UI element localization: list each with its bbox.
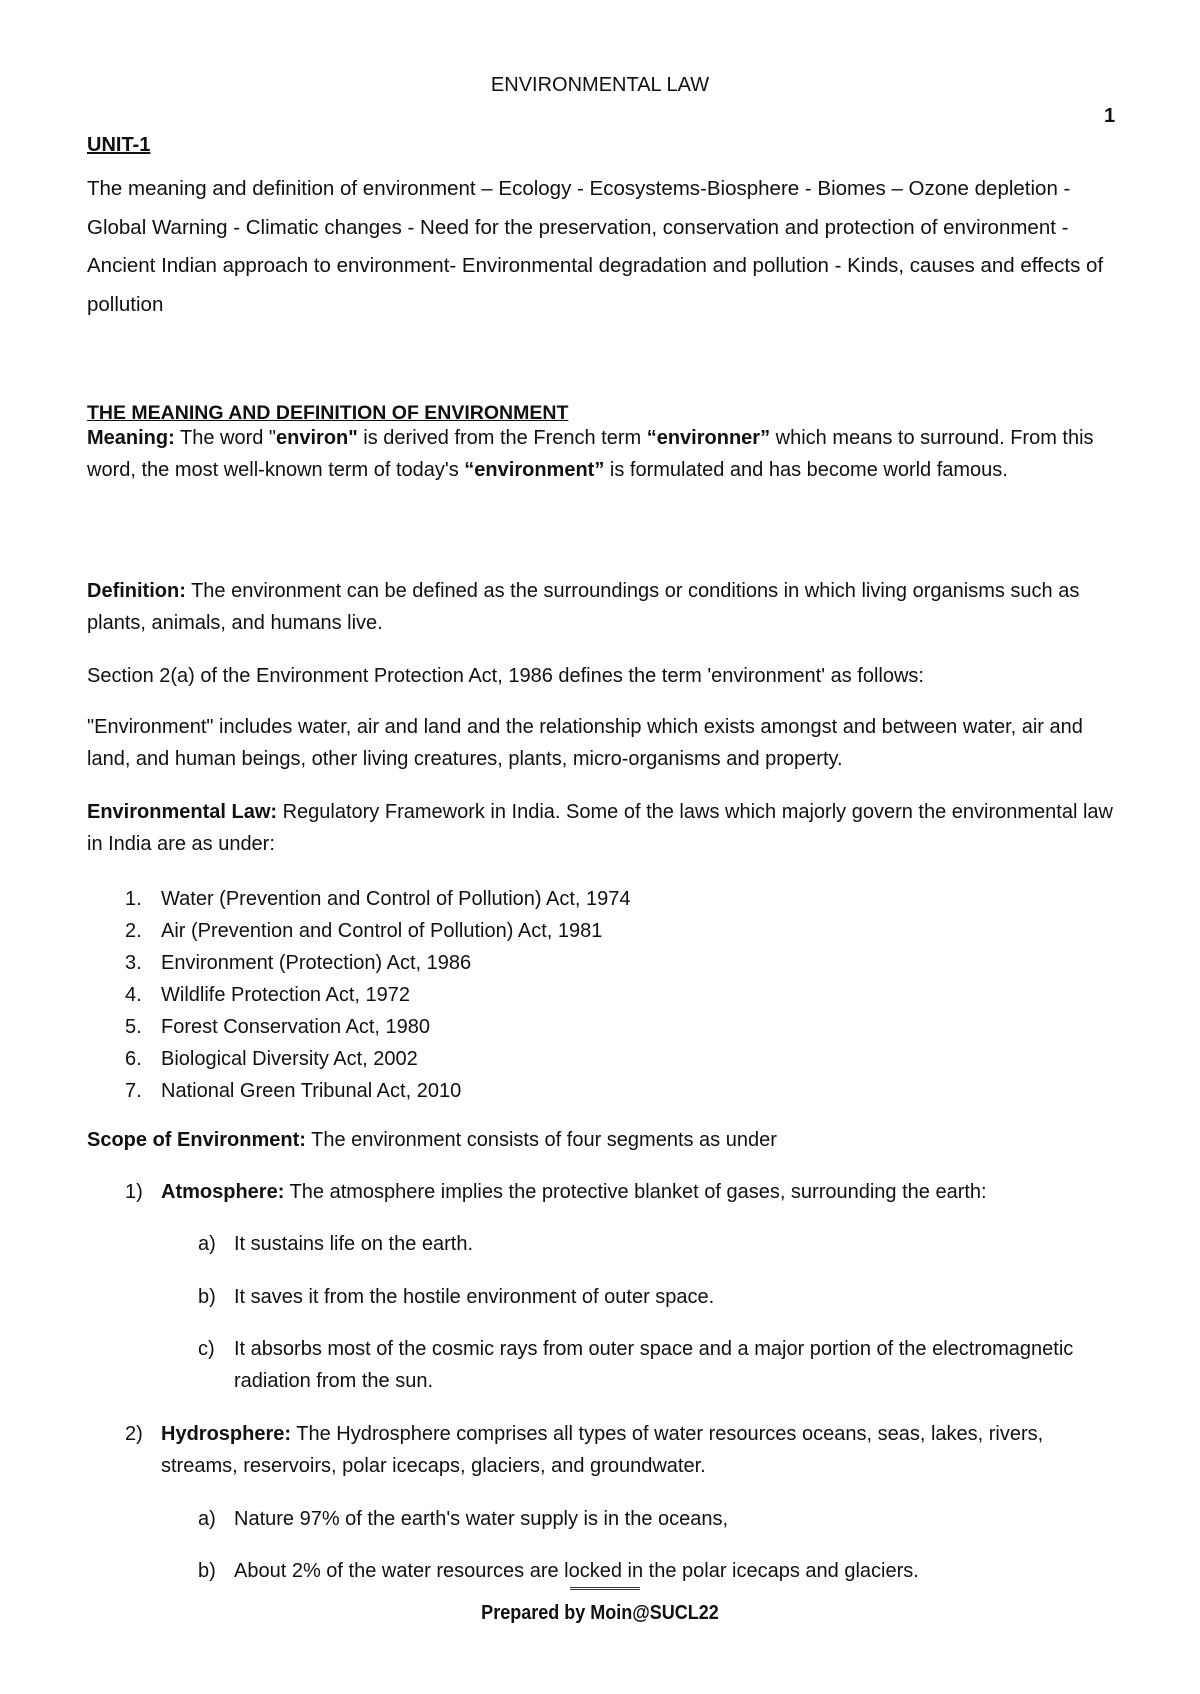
list-marker: a) [198, 1508, 216, 1530]
list-item [198, 1503, 1078, 1535]
list-item [198, 1555, 1078, 1587]
scope-paragraph [87, 1124, 1117, 1156]
list-item [198, 1281, 1078, 1313]
list-item [0, 1043, 1200, 1075]
list-marker: c) [198, 1338, 215, 1360]
list-item [198, 1333, 1078, 1397]
scope-label: Scope of Environment: [87, 1129, 306, 1151]
list-number: 6. [125, 1048, 142, 1070]
list-text: Environment (Protection) Act, 1986 [161, 952, 472, 974]
meaning-label: Meaning: [87, 427, 175, 449]
definition-quote: "Environment" includes water, air and land and the relationship which exists amongst and between water, air and land, and human beings, other living creatures, plants, micro-organisms and property. [87, 716, 1083, 770]
environmental-law-label: Environmental Law: [87, 801, 278, 823]
meaning-text-4: is formulated and has become world famous. [604, 459, 1008, 481]
list-text: Biological Diversity Act, 2002 [161, 1048, 418, 1070]
list-text: It saves it from the hostile environment of outer space. [234, 1286, 715, 1308]
list-number: 4. [125, 984, 142, 1006]
footer-credit: Prepared by Moin@SUCL22 [481, 1602, 719, 1624]
unit-heading: UNIT-1 [87, 134, 151, 156]
section-2a-paragraph: Section 2(a) of the Environment Protection Act, 1986 defines the term 'environment' as follows: [87, 665, 924, 687]
list-item [0, 979, 1200, 1011]
meaning-text-1: The word " [174, 427, 277, 449]
environmental-law-text: Regulatory Framework in India. Some of the laws which majorly govern the environmental law in India are as under: [87, 801, 1113, 855]
meaning-paragraph [87, 422, 1117, 486]
meaning-term-environment: “environment” [464, 459, 605, 481]
unit-syllabus: The meaning and definition of environment – Ecology - Ecosystems-Biosphere - Biomes – Ozone depletion - Global Warning - Climatic changes - Need for the preservation, conservation and protection of environment - Ancient Indian approach to environment- Environmental degradation and pollution - Kinds, causes and effects of pollution [87, 177, 1104, 316]
list-item [0, 947, 1200, 979]
meaning-term-environner: “environner” [646, 427, 771, 449]
list-item [0, 883, 1200, 915]
list-item [198, 1228, 1078, 1260]
list-text: Air (Prevention and Control of Pollution) Act, 1981 [161, 920, 603, 942]
meaning-text-2: is derived from the French term [357, 427, 647, 449]
list-marker: 2) [125, 1423, 143, 1445]
atmosphere-item [125, 1176, 1105, 1208]
hydrosphere-text: The Hydrosphere comprises all types of water resources oceans, seas, lakes, rivers, streams, reservoirs, polar icecaps, glaciers, and groundwater. [161, 1423, 1044, 1477]
list-number: 2. [125, 920, 142, 942]
list-item [0, 915, 1200, 947]
list-item [0, 1011, 1200, 1043]
section-heading: THE MEANING AND DEFINITION OF ENVIRONMENT [87, 402, 569, 424]
list-text: Wildlife Protection Act, 1972 [161, 984, 411, 1006]
definition-label: Definition: [87, 580, 186, 602]
acts-list [0, 883, 1200, 1107]
environmental-law-paragraph [87, 796, 1117, 860]
list-marker: a) [198, 1233, 216, 1255]
list-marker: 1) [125, 1181, 143, 1203]
hydrosphere-item [125, 1418, 1105, 1482]
list-number: 3. [125, 952, 142, 974]
document-title: ENVIRONMENTAL LAW [490, 74, 710, 96]
atmosphere-label: Atmosphere: [161, 1181, 285, 1203]
definition-text: The environment can be defined as the surroundings or conditions in which living organisms such as plants, animals, and humans live. [87, 580, 1080, 634]
list-number: 7. [125, 1080, 142, 1102]
list-marker: b) [198, 1560, 216, 1582]
list-number: 1. [125, 888, 142, 910]
definition-paragraph [87, 575, 1117, 639]
list-text: About 2% of the water resources are locked in the polar icecaps and glaciers. [234, 1560, 919, 1582]
page-number: 1 [1104, 105, 1116, 127]
footer-divider [570, 1587, 640, 1590]
list-text: Nature 97% of the earth's water supply is in the oceans, [234, 1508, 729, 1530]
list-marker: b) [198, 1286, 216, 1308]
list-text: National Green Tribunal Act, 2010 [161, 1080, 462, 1102]
list-text: Water (Prevention and Control of Pollution) Act, 1974 [161, 888, 631, 910]
list-text: It absorbs most of the cosmic rays from outer space and a major portion of the electromagnetic radiation from the sun. [234, 1338, 1074, 1392]
list-text: Forest Conservation Act, 1980 [161, 1016, 431, 1038]
hydrosphere-label: Hydrosphere: [161, 1423, 292, 1445]
list-text: It sustains life on the earth. [234, 1233, 474, 1255]
atmosphere-text: The atmosphere implies the protective blanket of gases, surrounding the earth: [284, 1181, 987, 1203]
scope-text: The environment consists of four segments as under [305, 1129, 777, 1151]
meaning-text-3: which means to surround. From this word, the most well-known term of today's [87, 427, 1094, 481]
list-number: 5. [125, 1016, 142, 1038]
meaning-term-environ: environ" [276, 427, 358, 449]
list-item [0, 1075, 1200, 1107]
